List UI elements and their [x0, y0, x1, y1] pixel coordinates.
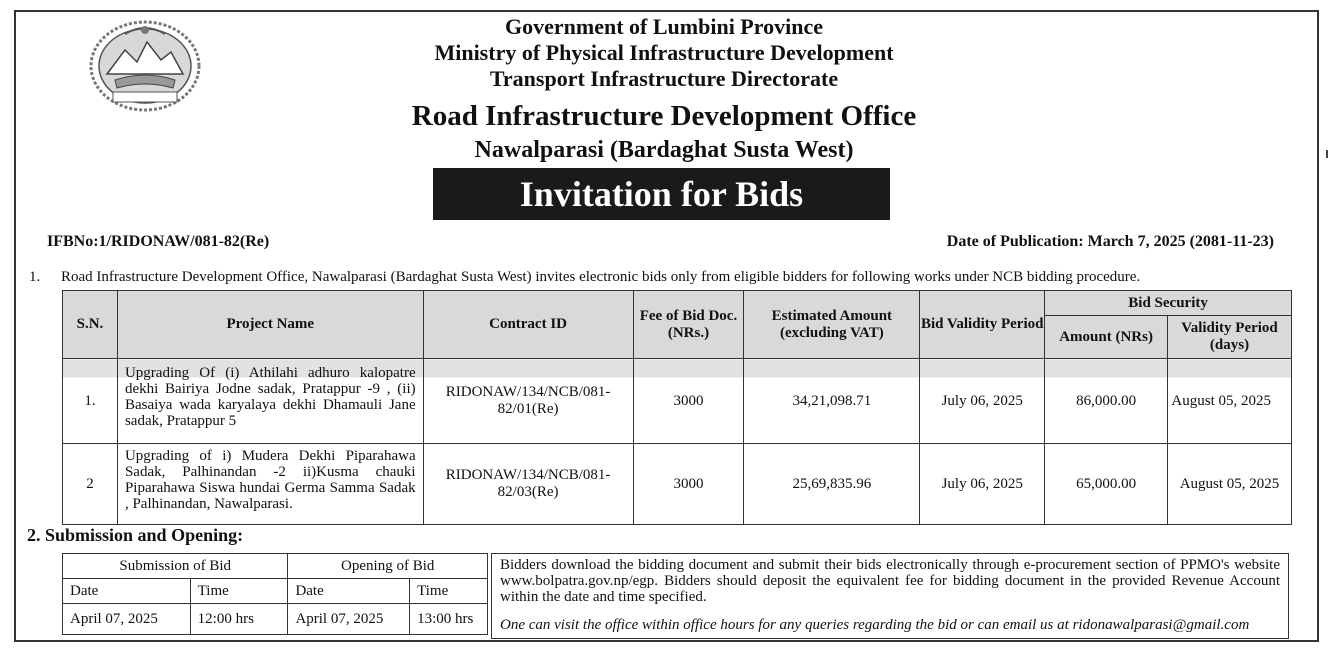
col-bid-security: Bid Security [1045, 291, 1292, 316]
col-contract: Contract ID [423, 291, 633, 359]
bid-table [62, 290, 1292, 525]
row-contract: RIDONAW/134/NCB/081-82/01(Re) [423, 359, 633, 444]
col-estimated: Estimated Amount (excluding VAT) [744, 291, 920, 359]
opening-date-label: Date [288, 579, 410, 604]
opening-time-label: Time [410, 579, 488, 604]
col-validity: Bid Validity Period [920, 291, 1045, 359]
submission-date-label: Date [63, 579, 191, 604]
invitation-banner: Invitation for Bids [433, 168, 890, 220]
opening-time: 13:00 hrs [410, 604, 488, 635]
row-sn: 1. [63, 359, 118, 444]
row-estimated: 25,69,835.96 [744, 444, 920, 525]
col-fee: Fee of Bid Doc. (NRs.) [633, 291, 744, 359]
row-validity: July 06, 2025 [920, 359, 1045, 444]
opening-date: April 07, 2025 [288, 604, 410, 635]
col-security-validity: Validity Period (days) [1168, 316, 1292, 359]
submission-time-label: Time [190, 579, 288, 604]
bidding-note [491, 553, 1289, 639]
row-security-amount: 65,000.00 [1045, 444, 1168, 525]
row-sn: 2 [63, 444, 118, 525]
row-fee: 3000 [633, 359, 744, 444]
submission-date: April 07, 2025 [63, 604, 191, 635]
table-row [63, 444, 1292, 525]
contact-note: One can visit the office within office hours for any queries regarding the bid or can email us at ridonawalparasi@gmail.com [500, 617, 1250, 633]
publication-date: Date of Publication: March 7, 2025 (2081-11-23) [946, 233, 1274, 250]
directorate-title: Transport Infrastructure Directorate [489, 66, 839, 91]
submission-of-bid-header: Submission of Bid [63, 554, 288, 579]
col-sn: S.N. [63, 291, 118, 359]
col-project: Project Name [117, 291, 423, 359]
submission-time: 12:00 hrs [190, 604, 288, 635]
col-security-amount: Amount (NRs) [1045, 316, 1168, 359]
location-title: Nawalparasi (Bardaghat Susta West) [474, 137, 854, 163]
submission-table [62, 553, 488, 635]
row-estimated: 34,21,098.71 [744, 359, 920, 444]
note-text: Bidders download the bidding document and submit their bids electronically through e-procurement section of PPMO's website www.bolpatra.gov.np/egp. Bidders should deposit the equivalent fee for bidding document in the provided Revenue Account within the date and time specified. [500, 557, 1280, 605]
row-project: Upgrading Of (i) Athilahi adhuro kalopatre dekhi Bairiya Jodne sadak, Pratappur -9 , (ii) Basaiya wada karyalaya dekhi Dhamauli Jane sadak, Pratappur 5 [117, 359, 423, 444]
section-title: 2. Submission and Opening: [27, 525, 244, 545]
row-validity: July 06, 2025 [920, 444, 1045, 525]
row-project: Upgrading of i) Mudera Dekhi Piparahawa Sadak, Palhinandan -2 ii)Kusma chauki Piparahawa Siswa hundai Germa Samma Sadak , Palhinandan, Nawalparasi. [117, 444, 423, 525]
row-fee: 3000 [633, 444, 744, 525]
row-security-validity: August 05, 2025 [1168, 444, 1292, 525]
opening-of-bid-header: Opening of Bid [288, 554, 488, 579]
ministry-title: Ministry of Physical Infrastructure Development [434, 40, 894, 65]
ifb-number: IFBNo:1/RIDONAW/081-82(Re) [47, 233, 270, 250]
government-title: Government of Lumbini Province [505, 14, 823, 39]
row-security-amount: 86,000.00 [1045, 359, 1168, 444]
office-title: Road Infrastructure Development Office [411, 100, 917, 132]
item-number: 1. [29, 269, 41, 285]
table-row [63, 359, 1292, 444]
row-security-validity: August 05, 2025 [1168, 359, 1292, 444]
row-contract: RIDONAW/134/NCB/081-82/03(Re) [423, 444, 633, 525]
item-text: Road Infrastructure Development Office, Nawalparasi (Bardaghat Susta West) invites electronic bids only from eligible bidders for following works under NCB bidding procedure. [61, 269, 1141, 285]
